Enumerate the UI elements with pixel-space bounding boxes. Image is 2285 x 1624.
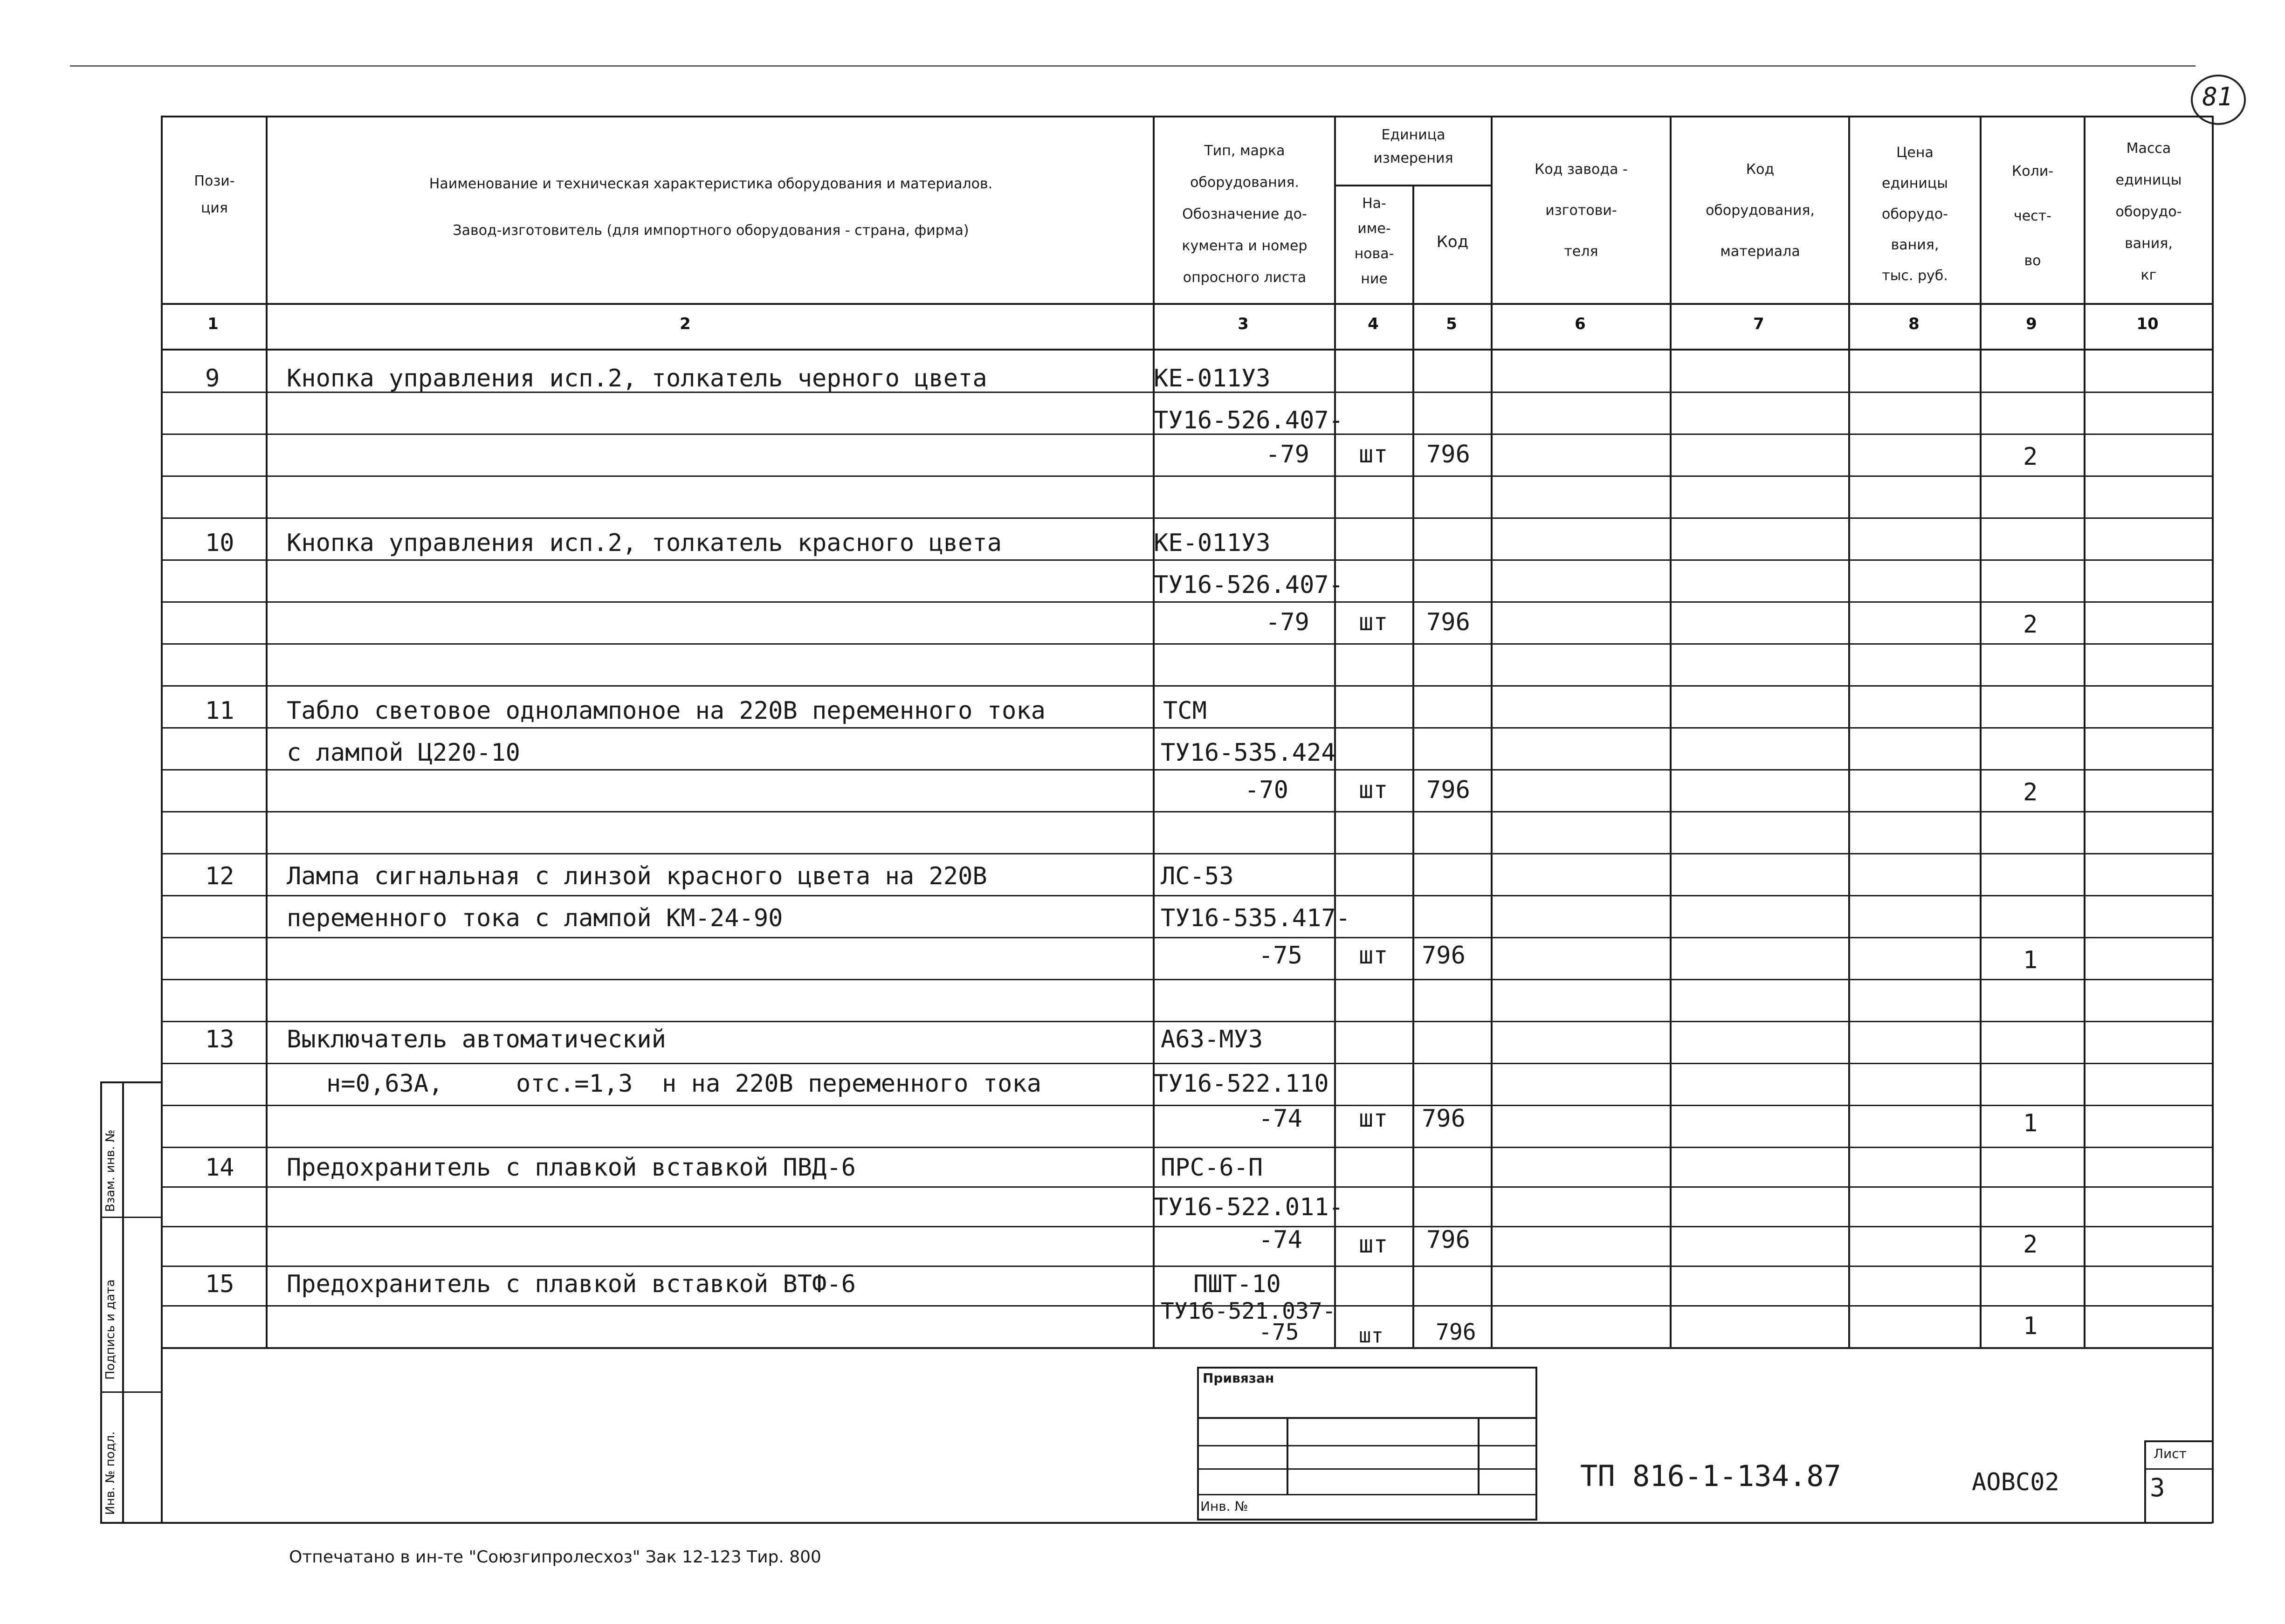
side-strip-bottom xyxy=(100,1522,161,1524)
stamp-vline-1 xyxy=(1287,1417,1288,1494)
name-11b: с лампой Ц220-10 xyxy=(287,739,520,767)
code-15: 796 xyxy=(1436,1319,1476,1345)
qty-15: 1 xyxy=(2023,1312,2038,1340)
qty-10: 2 xyxy=(2023,611,2038,639)
type-11: ТСМ xyxy=(1163,697,1207,725)
doc-block-mid xyxy=(2144,1468,2212,1470)
type-15c: -75 xyxy=(1259,1319,1299,1345)
type-13c: -74 xyxy=(1259,1105,1302,1133)
name-14: Предохранитель с плавкой вставкой ПВД-6 xyxy=(287,1154,856,1182)
stamp-vline-2 xyxy=(1478,1417,1480,1494)
type-12c: -75 xyxy=(1259,942,1302,970)
qty-12: 1 xyxy=(2023,946,2038,974)
unit-15: шт xyxy=(1359,1324,1383,1348)
table-bottom xyxy=(161,1347,2212,1349)
name-12b: переменного тока с лампой КМ-24-90 xyxy=(287,904,783,932)
linked-label: Привязан xyxy=(1203,1370,1274,1386)
unit-12: шт xyxy=(1359,942,1388,970)
hdr-col8: Цена единицы оборудо- вания, тыс. руб. xyxy=(1882,145,1948,284)
name-13b: н=0,63А, отс.=1,3 н на 220В переменного тока xyxy=(326,1070,1042,1098)
name-13: Выключатель автоматический xyxy=(287,1025,666,1053)
stamp-line-2 xyxy=(1197,1445,1537,1446)
type-15b: ТУ16-521.037- xyxy=(1161,1298,1336,1324)
frame-bottom xyxy=(161,1522,2212,1524)
type-14b: ТУ16-522.011- xyxy=(1154,1193,1343,1221)
header-bottom xyxy=(161,303,2212,305)
hdr-col9: Коли- чест- во xyxy=(2011,163,2054,269)
pos-14: 14 xyxy=(205,1154,234,1182)
side-strip-div1 xyxy=(100,1217,161,1218)
code-9: 796 xyxy=(1426,440,1470,468)
stamp-line-4 xyxy=(1197,1494,1537,1495)
colnum-8: 8 xyxy=(1908,315,1920,333)
unit-9: шт xyxy=(1359,440,1388,468)
side-strip-top xyxy=(100,1081,161,1083)
col-line-1 xyxy=(266,116,268,1349)
pos-11: 11 xyxy=(205,697,234,725)
type-10c: -79 xyxy=(1266,608,1309,636)
col-line-5 xyxy=(1491,116,1493,1349)
footer-print-note: Отпечатано в ин-те "Союзгипролесхоз" Зак 12-123 Тир. 800 xyxy=(289,1548,821,1567)
inv-no-label: Инв. № xyxy=(1200,1499,1248,1514)
table-top xyxy=(161,116,2212,117)
type-14c: -74 xyxy=(1259,1226,1302,1254)
unit-13: шт xyxy=(1359,1105,1388,1133)
type-12: ЛС-53 xyxy=(1161,862,1234,890)
pos-15: 15 xyxy=(205,1270,234,1298)
colnum-2: 2 xyxy=(680,315,691,333)
type-15: ПШТ-10 xyxy=(1193,1270,1281,1298)
pos-13: 13 xyxy=(205,1025,234,1053)
doc-code: АОВС02 xyxy=(1972,1468,2059,1496)
type-13: А63-МУ3 xyxy=(1161,1025,1263,1053)
linked-stamp xyxy=(1197,1367,1537,1521)
colnum-4: 4 xyxy=(1368,315,1379,333)
pos-9: 9 xyxy=(205,365,220,392)
colnum-bottom xyxy=(161,349,2212,351)
colnum-7: 7 xyxy=(1753,315,1764,333)
side-strip-left xyxy=(100,1081,102,1523)
col-line-2 xyxy=(1153,116,1155,1349)
qty-13: 1 xyxy=(2023,1109,2038,1137)
type-11b: ТУ16-535.424 xyxy=(1161,739,1336,767)
type-14: ПРС-6-П xyxy=(1161,1154,1263,1182)
hdr-col1: Пози- ция xyxy=(194,173,235,216)
col-line-0 xyxy=(161,116,163,1523)
side-label-sign: Подпись и дата xyxy=(103,1279,117,1380)
hdr-col4: На- име- нова- ние xyxy=(1354,195,1394,287)
code-13: 796 xyxy=(1422,1105,1466,1133)
name-12: Лампа сигнальная с линзой красного цвета на 220В xyxy=(287,862,987,890)
code-12: 796 xyxy=(1422,942,1466,970)
col-line-8 xyxy=(1980,116,1982,1349)
name-9: Кнопка управления исп.2, толкатель черного цвета xyxy=(287,365,987,392)
hdr-col3: Тип, марка оборудования. Обозначение до- кумента и номер опросного листа xyxy=(1182,143,1308,286)
sheet-label: Лист xyxy=(2154,1446,2187,1461)
type-11c: -70 xyxy=(1245,776,1288,804)
hdr-col10: Масса единицы оборудо- вания, кг xyxy=(2115,140,2182,283)
stamp-line-3 xyxy=(1197,1468,1537,1470)
unit-10: шт xyxy=(1359,608,1388,636)
qty-9: 2 xyxy=(2023,443,2038,471)
name-10: Кнопка управления исп.2, толкатель красного цвета xyxy=(287,529,1002,557)
type-13b: ТУ16-522.110 xyxy=(1154,1070,1329,1098)
colnum-5: 5 xyxy=(1446,315,1457,333)
doc-number: ТП 816-1-134.87 xyxy=(1580,1459,1841,1493)
type-9: КЕ-011У3 xyxy=(1154,365,1271,392)
hdr-col2: Наименование и техническая характеристика оборудования и материалов. Завод-изготовитель (для импортного оборудования - страна, фирма) xyxy=(429,176,993,239)
unit-11: шт xyxy=(1359,776,1388,804)
pos-12: 12 xyxy=(205,862,234,890)
name-11: Табло световое однолампоное на 220В переменного тока xyxy=(287,697,1046,725)
hdr-unit-group: Единица измерения xyxy=(1373,127,1453,166)
code-10: 796 xyxy=(1426,608,1470,636)
colnum-1: 1 xyxy=(207,315,219,333)
type-9b: ТУ16-526.407- xyxy=(1154,406,1343,434)
col-line-10 xyxy=(2212,116,2214,1523)
type-12b: ТУ16-535.417- xyxy=(1161,904,1350,932)
col-line-9 xyxy=(2084,116,2085,1349)
qty-11: 2 xyxy=(2023,778,2038,806)
colnum-9: 9 xyxy=(2026,315,2037,333)
top-guide-line xyxy=(70,65,2196,67)
sheet-number: 3 xyxy=(2150,1473,2165,1502)
colnum-3: 3 xyxy=(1238,315,1249,333)
type-10: КЕ-011У3 xyxy=(1154,529,1271,557)
type-10b: ТУ16-526.407- xyxy=(1154,571,1343,599)
hdr-col7: Код оборудования, материала xyxy=(1706,161,1815,260)
side-strip-mid xyxy=(122,1081,124,1523)
side-strip-div2 xyxy=(100,1391,161,1393)
colnum-6: 6 xyxy=(1575,315,1586,333)
name-15: Предохранитель с плавкой вставкой ВТФ-6 xyxy=(287,1270,856,1298)
doc-block-top xyxy=(2144,1440,2212,1442)
hdr-col5: Код xyxy=(1436,233,1469,251)
code-11: 796 xyxy=(1426,776,1470,804)
doc-block-left xyxy=(2144,1440,2146,1522)
stamp-line-1 xyxy=(1197,1417,1537,1419)
sheet-mark-text: 81 xyxy=(2202,82,2233,111)
side-label-inv: Инв. № подл. xyxy=(103,1431,117,1515)
col-line-7 xyxy=(1848,116,1850,1349)
pos-10: 10 xyxy=(205,529,234,557)
type-9c: -79 xyxy=(1266,440,1309,468)
col-line-4 xyxy=(1412,185,1414,1349)
col-line-3 xyxy=(1334,116,1336,1349)
code-14: 796 xyxy=(1426,1226,1470,1254)
side-label-replace: Взам. инв. № xyxy=(103,1129,117,1212)
unit-14: шт xyxy=(1359,1231,1388,1259)
col-line-6 xyxy=(1670,116,1672,1349)
colnum-10: 10 xyxy=(2136,315,2159,333)
qty-14: 2 xyxy=(2023,1231,2038,1259)
hdr-col6: Код завода - изготови- теля xyxy=(1535,161,1628,260)
